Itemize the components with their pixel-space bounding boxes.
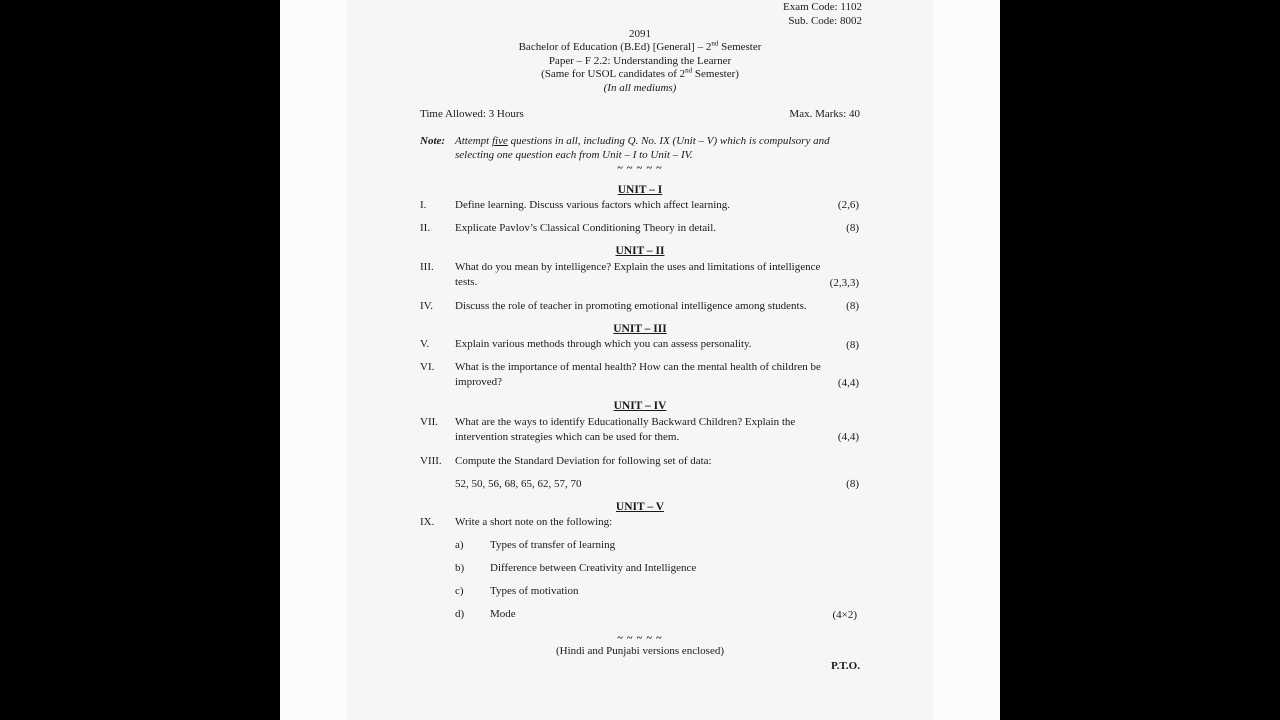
question-6-number: VI. [420, 361, 435, 373]
question-2-marks: (8) [846, 222, 859, 234]
mediums-note: (In all mediums) [603, 82, 677, 94]
question-3-text-line-2: tests. [455, 276, 478, 288]
question-8-data: 52, 50, 56, 68, 65, 62, 57, 70 [455, 478, 582, 490]
footer-separator: ~ ~ ~ ~ ~ [617, 633, 663, 644]
question-4-number: IV. [420, 300, 433, 312]
sub-item-d-text: Mode [490, 608, 516, 620]
sub-item-b-text: Difference between Creativity and Intelligence [490, 562, 697, 574]
question-6-marks: (4,4) [837, 377, 859, 389]
question-4-text: Discuss the role of teacher in promoting emotional intelligence among students. [455, 300, 807, 312]
max-marks: Max. Marks: 40 [789, 108, 860, 120]
question-3-marks: (2,3,3) [829, 277, 859, 289]
question-8-text: Compute the Standard Deviation for following set of data: [455, 455, 712, 467]
degree-title: Bachelor of Education (B.Ed) [General] – 2nd Semester [518, 39, 762, 53]
unit-2-heading: UNIT – II [615, 245, 665, 257]
sub-item-a-label: a) [455, 539, 464, 551]
note-line-2: selecting one question each from Unit – I to Unit – IV. [455, 149, 693, 161]
question-2-text: Explicate Pavlov’s Classical Conditioning Theory in detail. [455, 222, 717, 234]
question-6-text-line-2: improved? [455, 376, 503, 388]
question-5-text: Explain various methods through which you can assess personality. [455, 338, 752, 350]
note-line-1: Attempt five questions in all, including Q. No. IX (Unit – V) which is compulsory and [455, 135, 830, 147]
paper-title: Paper – F 2.2: Understanding the Learner [548, 55, 732, 67]
left-letterbox [0, 0, 280, 720]
question-2-number: II. [420, 222, 431, 234]
sub-item-c-text: Types of motivation [490, 585, 579, 597]
exam-year: 2091 [629, 28, 651, 40]
note-label: Note: [420, 135, 446, 147]
question-3-text-line-1: What do you mean by intelligence? Explain the uses and limitations of intelligence [455, 261, 821, 273]
question-1-marks: (2,6) [837, 199, 859, 211]
question-7-marks: (4,4) [837, 431, 859, 443]
right-letterbox [1000, 0, 1280, 720]
sub-code: Sub. Code: 8002 [788, 15, 862, 27]
time-allowed: Time Allowed: 3 Hours [420, 108, 524, 120]
question-8-marks: (8) [846, 478, 859, 490]
unit-5-heading: UNIT – V [615, 501, 665, 513]
question-5-marks: (8) [846, 339, 859, 351]
question-1-number: I. [420, 199, 427, 211]
unit-1-heading: UNIT – I [617, 184, 663, 196]
exam-code: Exam Code: 1102 [782, 1, 862, 13]
question-9-marks: (4×2) [832, 609, 857, 621]
question-7-text-line-2: intervention strategies which can be used for them. [455, 431, 680, 443]
unit-3-heading: UNIT – III [613, 323, 667, 335]
question-1-text: Define learning. Discuss various factors which affect learning. [455, 199, 731, 211]
note-emphasis: five [491, 135, 508, 147]
exam-paper [349, 0, 931, 720]
pto-label: P.T.O. [830, 660, 860, 672]
sub-item-b-label: b) [455, 562, 465, 574]
question-5-number: V. [420, 338, 430, 350]
usol-note: (Same for USOL candidates of 2nd Semester) [541, 66, 739, 80]
sub-item-c-label: c) [455, 585, 464, 597]
question-6-text-line-1: What is the importance of mental health? How can the mental health of children be [455, 361, 821, 373]
question-7-number: VII. [420, 416, 439, 428]
question-8-number: VIII. [420, 455, 442, 467]
unit-4-heading: UNIT – IV [613, 400, 667, 412]
sub-item-d-label: d) [455, 608, 465, 620]
question-9-number: IX. [420, 516, 435, 528]
question-4-marks: (8) [846, 300, 859, 312]
note-separator: ~ ~ ~ ~ ~ [617, 163, 663, 174]
question-3-number: III. [420, 261, 434, 273]
question-9-text: Write a short note on the following: [455, 516, 613, 528]
versions-note: (Hindi and Punjabi versions enclosed) [555, 645, 725, 657]
sub-item-a-text: Types of transfer of learning [490, 539, 616, 551]
question-7-text-line-1: What are the ways to identify Educationally Backward Children? Explain the [455, 416, 796, 428]
